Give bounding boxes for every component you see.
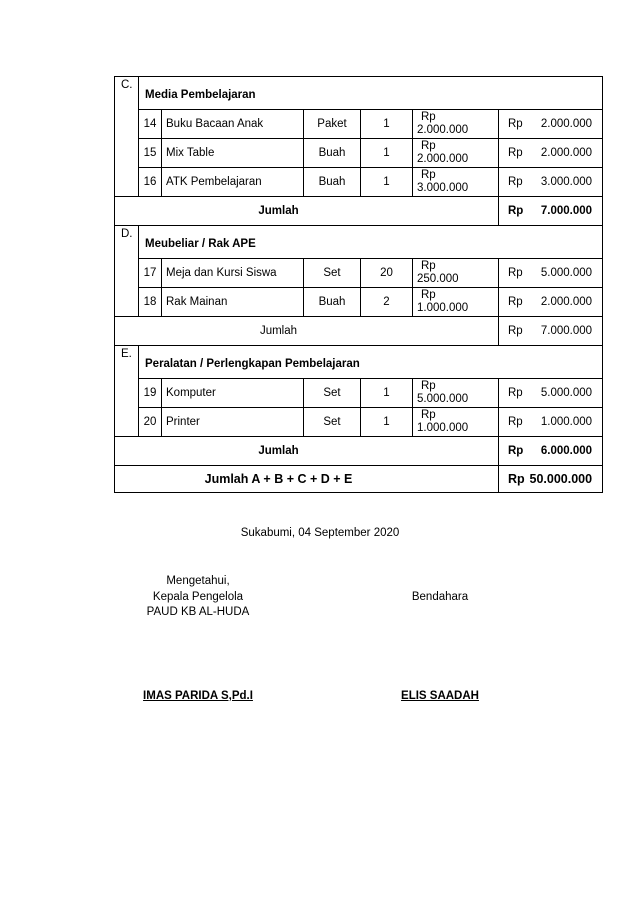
item-total-cell (499, 379, 603, 408)
item-total-currency: Rp (508, 175, 523, 188)
item-price: 2.000.000 (417, 153, 469, 165)
subtotal-label: Jumlah (115, 437, 499, 466)
item-total-cell (499, 259, 603, 288)
grand-total-value: 50.000.000 (529, 471, 593, 486)
item-qty: 1 (361, 110, 413, 139)
item-total: 5.000.000 (540, 266, 593, 279)
table-row (115, 168, 603, 197)
section-letter: C. (115, 77, 139, 197)
item-price: 250.000 (417, 273, 459, 285)
subtotal-currency: Rp (508, 204, 524, 217)
signer-left-line2: Kepala Pengelola (152, 591, 244, 603)
item-price-currency: Rp (421, 111, 436, 123)
item-qty: 1 (361, 139, 413, 168)
grand-total-currency: Rp (508, 471, 525, 486)
item-number: 20 (139, 408, 162, 437)
subtotal-row (115, 437, 603, 466)
subtotal-cell (499, 317, 603, 346)
item-price-currency: Rp (421, 289, 436, 301)
item-total-wrap (503, 118, 598, 131)
subtotal-currency: Rp (508, 444, 524, 457)
section-letter: D. (115, 226, 139, 317)
subtotal-value: 7.000.000 (540, 324, 593, 337)
subtotal-wrap (503, 205, 598, 218)
item-unit: Paket (304, 110, 361, 139)
item-price-currency: Rp (421, 169, 436, 181)
item-name: Komputer (162, 379, 304, 408)
item-price: 3.000.000 (417, 182, 469, 194)
item-price-currency: Rp (421, 380, 436, 392)
item-price-cell (413, 288, 499, 317)
section-header-row (115, 346, 603, 379)
table-row (115, 110, 603, 139)
item-price-currency: Rp (421, 140, 436, 152)
item-total-wrap (503, 416, 598, 429)
item-total: 2.000.000 (540, 117, 593, 130)
item-total-currency: Rp (508, 266, 523, 279)
item-number: 14 (139, 110, 162, 139)
item-price-cell (413, 259, 499, 288)
item-total-currency: Rp (508, 295, 523, 308)
item-total-cell (499, 168, 603, 197)
item-total-currency: Rp (508, 146, 523, 159)
signer-left-line1: Mengetahui, (166, 575, 230, 587)
subtotal-cell (499, 197, 603, 226)
item-total-cell (499, 408, 603, 437)
item-total: 2.000.000 (540, 146, 593, 159)
item-total: 5.000.000 (540, 386, 593, 399)
item-unit: Buah (304, 139, 361, 168)
item-price-cell (413, 139, 499, 168)
item-unit: Set (304, 259, 361, 288)
item-number: 18 (139, 288, 162, 317)
item-total-currency: Rp (508, 415, 523, 428)
budget-table-body (115, 77, 603, 493)
item-qty: 20 (361, 259, 413, 288)
item-price-cell (413, 168, 499, 197)
item-number: 19 (139, 379, 162, 408)
subtotal-currency: Rp (508, 324, 523, 337)
section-title: Peralatan / Perlengkapan Pembelajaran (139, 346, 603, 379)
item-price-cell (413, 110, 499, 139)
table-row (115, 259, 603, 288)
item-name: Printer (162, 408, 304, 437)
place-date: Sukabumi, 04 September 2020 (240, 527, 400, 539)
item-price-cell (413, 408, 499, 437)
item-total-wrap (503, 147, 598, 160)
item-total-currency: Rp (508, 386, 523, 399)
subtotal-wrap (503, 325, 598, 338)
table-row (115, 379, 603, 408)
item-name: Mix Table (162, 139, 304, 168)
item-total-wrap (503, 267, 598, 280)
item-price: 1.000.000 (417, 422, 469, 434)
table-row (115, 139, 603, 168)
item-total-wrap (503, 176, 598, 189)
item-unit: Buah (304, 168, 361, 197)
grand-total-row (115, 466, 603, 493)
item-name: Rak Mainan (162, 288, 304, 317)
item-price-cell (413, 379, 499, 408)
item-number: 17 (139, 259, 162, 288)
signer-left-line3: PAUD KB AL-HUDA (146, 606, 250, 618)
item-total-cell (499, 139, 603, 168)
signer-left-name: IMAS PARIDA S,Pd.I (143, 690, 253, 702)
table-row (115, 288, 603, 317)
item-total: 3.000.000 (540, 175, 593, 188)
item-total-cell (499, 288, 603, 317)
item-total: 1.000.000 (540, 415, 593, 428)
item-name: Buku Bacaan Anak (162, 110, 304, 139)
section-title: Media Pembelajaran (139, 77, 603, 110)
item-price-currency: Rp (421, 409, 436, 421)
subtotal-label: Jumlah (115, 197, 499, 226)
item-qty: 2 (361, 288, 413, 317)
subtotal-wrap (503, 445, 598, 458)
item-total-wrap (503, 387, 598, 400)
item-total-wrap (503, 296, 598, 309)
item-qty: 1 (361, 379, 413, 408)
grand-total-wrap (503, 473, 598, 486)
signer-right-role: Bendahara (411, 591, 469, 603)
item-total: 2.000.000 (540, 295, 593, 308)
grand-total-label: Jumlah A + B + C + D + E (115, 466, 499, 493)
subtotal-cell (499, 437, 603, 466)
item-price: 1.000.000 (417, 302, 469, 314)
item-qty: 1 (361, 408, 413, 437)
subtotal-row (115, 317, 603, 346)
subtotal-row (115, 197, 603, 226)
item-qty: 1 (361, 168, 413, 197)
item-price-currency: Rp (421, 260, 436, 272)
item-total-currency: Rp (508, 117, 523, 130)
section-header-row (115, 77, 603, 110)
item-price: 2.000.000 (417, 124, 469, 136)
item-unit: Set (304, 379, 361, 408)
budget-table (114, 76, 603, 493)
subtotal-value: 6.000.000 (540, 444, 593, 457)
item-name: ATK Pembelajaran (162, 168, 304, 197)
subtotal-label: Jumlah (115, 317, 499, 346)
signer-right-name: ELIS SAADAH (401, 690, 479, 702)
grand-total-cell (499, 466, 603, 493)
subtotal-value: 7.000.000 (540, 204, 593, 217)
item-name: Meja dan Kursi Siswa (162, 259, 304, 288)
item-number: 16 (139, 168, 162, 197)
section-title: Meubeliar / Rak APE (139, 226, 603, 259)
item-price: 5.000.000 (417, 393, 469, 405)
item-unit: Buah (304, 288, 361, 317)
section-header-row (115, 226, 603, 259)
item-number: 15 (139, 139, 162, 168)
item-total-cell (499, 110, 603, 139)
section-letter: E. (115, 346, 139, 437)
item-unit: Set (304, 408, 361, 437)
table-row (115, 408, 603, 437)
